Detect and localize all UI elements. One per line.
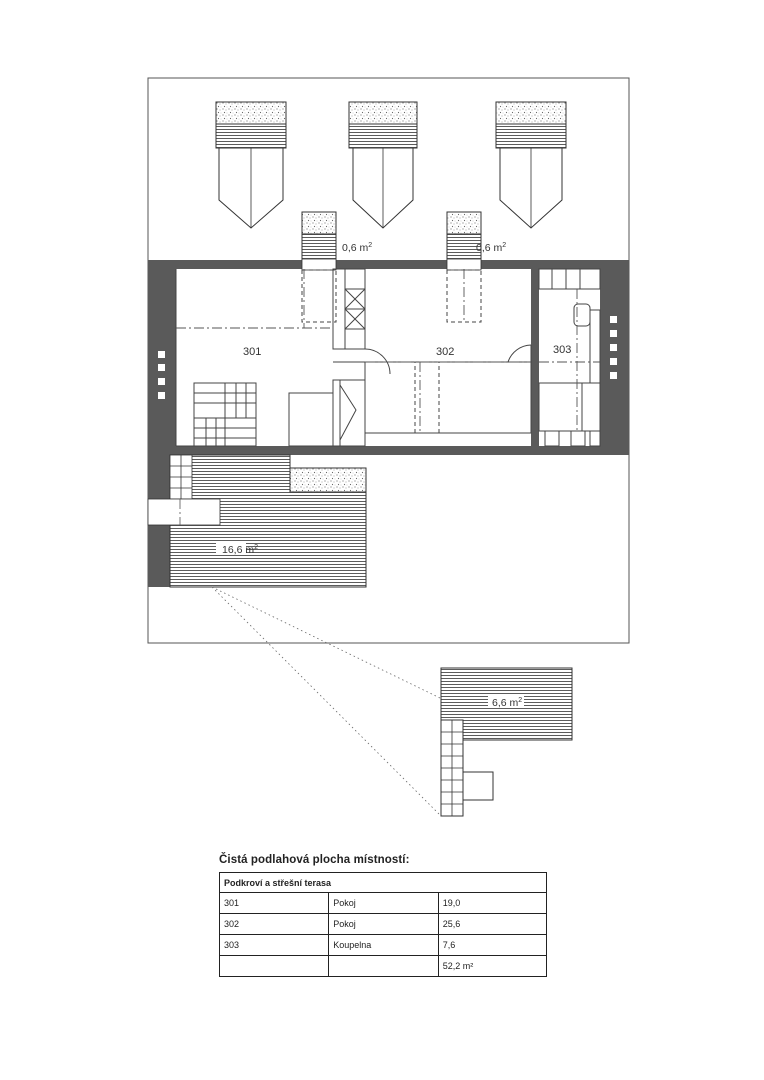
skylight-right-area: 0,6 $m^2$ <box>476 242 507 254</box>
terrace-detail-area: 6,6 $m^2$ <box>492 697 523 709</box>
empty-cell <box>220 956 329 977</box>
table-row <box>220 893 547 914</box>
dormer-right <box>496 102 566 228</box>
room-name-cell: Pokoj <box>329 893 438 914</box>
table-row <box>220 935 547 956</box>
area-summary <box>219 854 549 977</box>
room-area-cell: 7,6 <box>438 935 546 956</box>
section-title: Podkroví a střešní terasa <box>220 873 547 893</box>
terrace-detail <box>441 668 572 816</box>
room-303-number: 303 <box>553 344 572 356</box>
skylight-left <box>302 212 372 260</box>
room-name-cell: Pokoj <box>329 914 438 935</box>
room-number-cell: 301 <box>220 893 329 914</box>
empty-cell <box>329 956 438 977</box>
terrace-area: 16,6 $m^2$ <box>222 544 259 556</box>
table-header-row <box>220 873 547 893</box>
detail-leader-bottom <box>212 587 440 815</box>
skylight-right <box>447 212 506 260</box>
room-number-cell: 302 <box>220 914 329 935</box>
room-301-number: 301 <box>243 346 262 358</box>
skylight-left-area: 0,6 $m^2$ <box>342 242 373 254</box>
table-total-row <box>220 956 547 977</box>
dormer-left <box>216 102 286 228</box>
room-number-cell: 303 <box>220 935 329 956</box>
area-table <box>219 872 547 977</box>
room-302-number: 302 <box>436 346 455 358</box>
summary-title: Čistá podlahová plocha místností: <box>219 854 410 866</box>
roof-terrace <box>148 455 366 587</box>
room-area-cell: 19,0 <box>438 893 546 914</box>
total-area-cell: 52,2 m² <box>438 956 546 977</box>
table-row <box>220 914 547 935</box>
dormer-middle <box>349 102 417 228</box>
room-area-cell: 25,6 <box>438 914 546 935</box>
room-name-cell: Koupelna <box>329 935 438 956</box>
